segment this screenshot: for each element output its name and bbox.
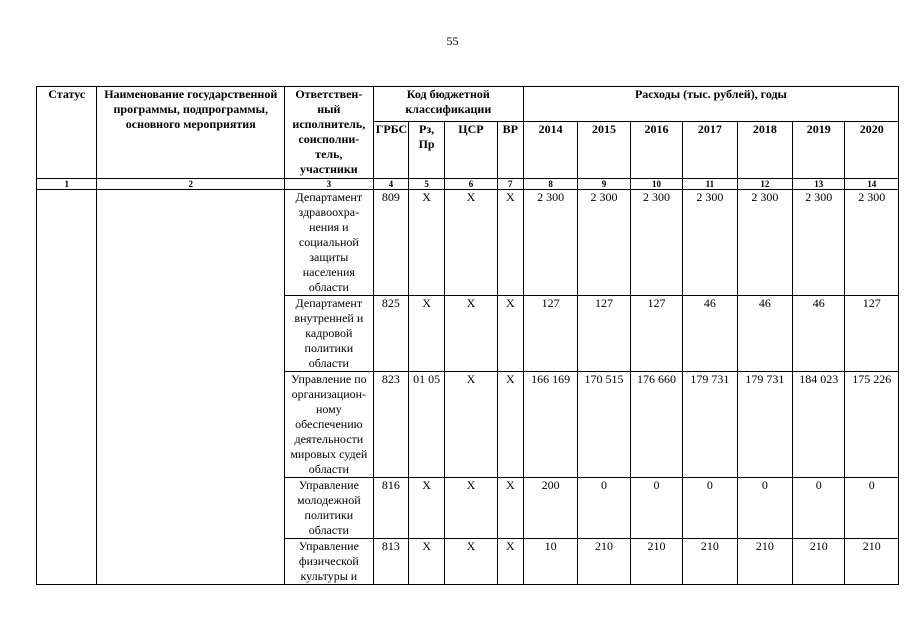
grbs-cell: 825 [373, 296, 408, 372]
program-name-cell [97, 190, 285, 585]
column-number: 3 [284, 179, 373, 190]
header-year-2016: 2016 [630, 122, 682, 179]
rz-pr-cell: Х [408, 539, 444, 585]
column-numbers-row [37, 179, 899, 190]
value-cell: 0 [793, 478, 845, 539]
vr-cell: Х [497, 478, 523, 539]
vr-cell: Х [497, 190, 523, 296]
value-cell: 179 731 [683, 372, 737, 478]
column-number: 4 [373, 179, 408, 190]
value-cell: 2 300 [683, 190, 737, 296]
page-number: 55 [446, 34, 459, 48]
value-cell: 127 [630, 296, 682, 372]
header-year-2015: 2015 [578, 122, 630, 179]
executor-cell: Департамент внутренней и кадровой политики области [284, 296, 373, 372]
vr-cell: Х [497, 539, 523, 585]
header-budget-code: Код бюджетной классификации [373, 87, 523, 122]
rz-pr-cell: Х [408, 478, 444, 539]
value-cell: 2 300 [578, 190, 630, 296]
executor-cell: Департамент здравоохра-нения и социальной защиты населения области [284, 190, 373, 296]
value-cell: 0 [737, 478, 792, 539]
column-number: 9 [578, 179, 630, 190]
column-number: 14 [845, 179, 899, 190]
value-cell: 2 300 [793, 190, 845, 296]
column-number: 2 [97, 179, 285, 190]
value-cell: 210 [845, 539, 899, 585]
value-cell: 46 [683, 296, 737, 372]
value-cell: 0 [578, 478, 630, 539]
value-cell: 2 300 [630, 190, 682, 296]
value-cell: 179 731 [737, 372, 792, 478]
header-year-2017: 2017 [683, 122, 737, 179]
rz-pr-cell: Х [408, 296, 444, 372]
value-cell: 210 [737, 539, 792, 585]
header-grbs: ГРБС [373, 122, 408, 179]
value-cell: 0 [683, 478, 737, 539]
value-cell: 127 [523, 296, 577, 372]
vr-cell: Х [497, 296, 523, 372]
grbs-cell: 813 [373, 539, 408, 585]
column-number: 13 [793, 179, 845, 190]
header-status: Статус [37, 87, 97, 179]
value-cell: 166 169 [523, 372, 577, 478]
value-cell: 46 [737, 296, 792, 372]
column-number: 11 [683, 179, 737, 190]
header-year-2019: 2019 [793, 122, 845, 179]
column-number: 6 [445, 179, 497, 190]
rz-pr-cell: 01 05 [408, 372, 444, 478]
executor-cell: Управление молодежной политики области [284, 478, 373, 539]
executor-cell: Управление по организацион-ному обеспечению деятельности мировых судей области [284, 372, 373, 478]
value-cell: 176 660 [630, 372, 682, 478]
csr-cell: Х [445, 296, 497, 372]
status-cell [37, 190, 97, 585]
csr-cell: Х [445, 478, 497, 539]
value-cell: 210 [793, 539, 845, 585]
header-year-2020: 2020 [845, 122, 899, 179]
value-cell: 10 [523, 539, 577, 585]
budget-table [36, 86, 899, 585]
grbs-cell: 816 [373, 478, 408, 539]
table-row [37, 190, 899, 296]
csr-cell: Х [445, 539, 497, 585]
column-number: 10 [630, 179, 682, 190]
grbs-cell: 823 [373, 372, 408, 478]
column-number: 1 [37, 179, 97, 190]
value-cell: 175 226 [845, 372, 899, 478]
value-cell: 2 300 [523, 190, 577, 296]
header-csr: ЦСР [445, 122, 497, 179]
header-year-2018: 2018 [737, 122, 792, 179]
grbs-cell: 809 [373, 190, 408, 296]
value-cell: 127 [845, 296, 899, 372]
value-cell: 0 [845, 478, 899, 539]
csr-cell: Х [445, 372, 497, 478]
value-cell: 210 [578, 539, 630, 585]
header-name: Наименование государственной программы, подпрограммы, основного мероприятия [97, 87, 285, 179]
header-vr: ВР [497, 122, 523, 179]
header-expenses: Расходы (тыс. рублей), годы [523, 87, 898, 122]
column-number: 5 [408, 179, 444, 190]
value-cell: 0 [630, 478, 682, 539]
column-number: 8 [523, 179, 577, 190]
value-cell: 46 [793, 296, 845, 372]
column-number: 12 [737, 179, 792, 190]
vr-cell: Х [497, 372, 523, 478]
rz-pr-cell: Х [408, 190, 444, 296]
header-year-2014: 2014 [523, 122, 577, 179]
column-number: 7 [497, 179, 523, 190]
value-cell: 2 300 [737, 190, 792, 296]
csr-cell: Х [445, 190, 497, 296]
executor-cell: Управление физической культуры и [284, 539, 373, 585]
header-responsible: Ответствен-ный исполнитель, соисполни-тель, участники [284, 87, 373, 179]
value-cell: 127 [578, 296, 630, 372]
value-cell: 2 300 [845, 190, 899, 296]
header-rz-pr: Рз, Пр [408, 122, 444, 179]
value-cell: 200 [523, 478, 577, 539]
value-cell: 184 023 [793, 372, 845, 478]
value-cell: 170 515 [578, 372, 630, 478]
value-cell: 210 [683, 539, 737, 585]
value-cell: 210 [630, 539, 682, 585]
